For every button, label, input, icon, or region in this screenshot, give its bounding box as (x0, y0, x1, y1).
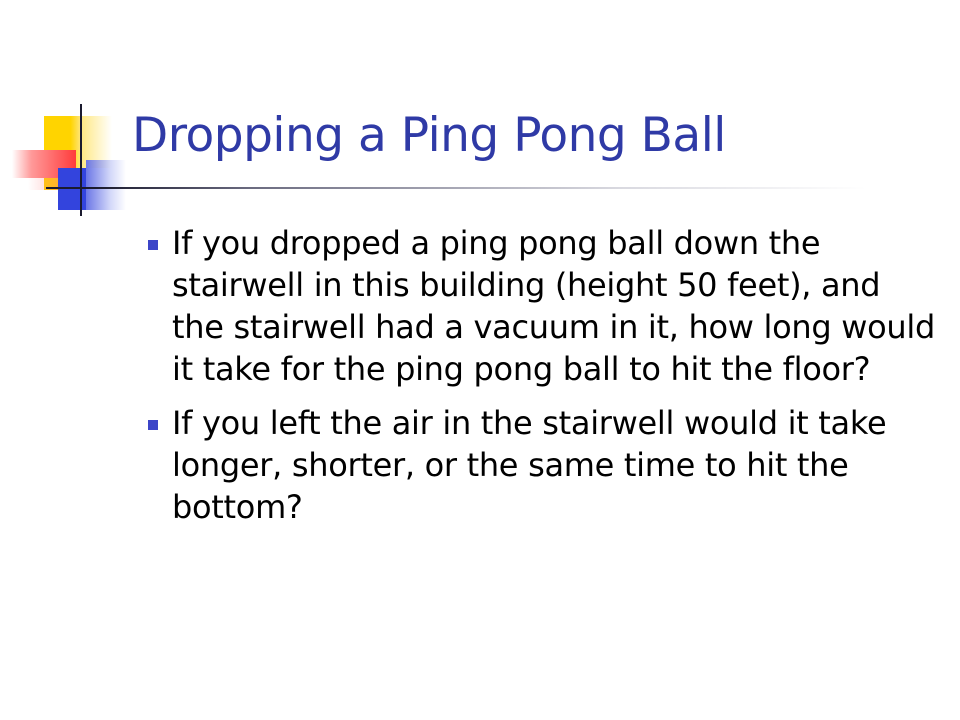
bullet-item (148, 222, 938, 390)
bullet-text: If you dropped a ping pong ball down the stairwell in this building (height 50 feet), and the stairwell had a vacuum in it, how long would it take for the ping pong ball to hit the floor? (172, 224, 935, 388)
bullet-square-icon (148, 420, 158, 430)
title-underline (46, 187, 866, 189)
slide-title: Dropping a Ping Pong Ball (132, 108, 726, 163)
blue-fade-decoration (86, 160, 126, 210)
vertical-line-decoration (80, 104, 82, 216)
bullet-text: If you left the air in the stairwell would it take longer, shorter, or the same time to hit the bottom? (172, 404, 887, 526)
bullet-square-icon (148, 240, 158, 250)
bullet-list (148, 222, 938, 540)
bullet-item (148, 402, 938, 528)
